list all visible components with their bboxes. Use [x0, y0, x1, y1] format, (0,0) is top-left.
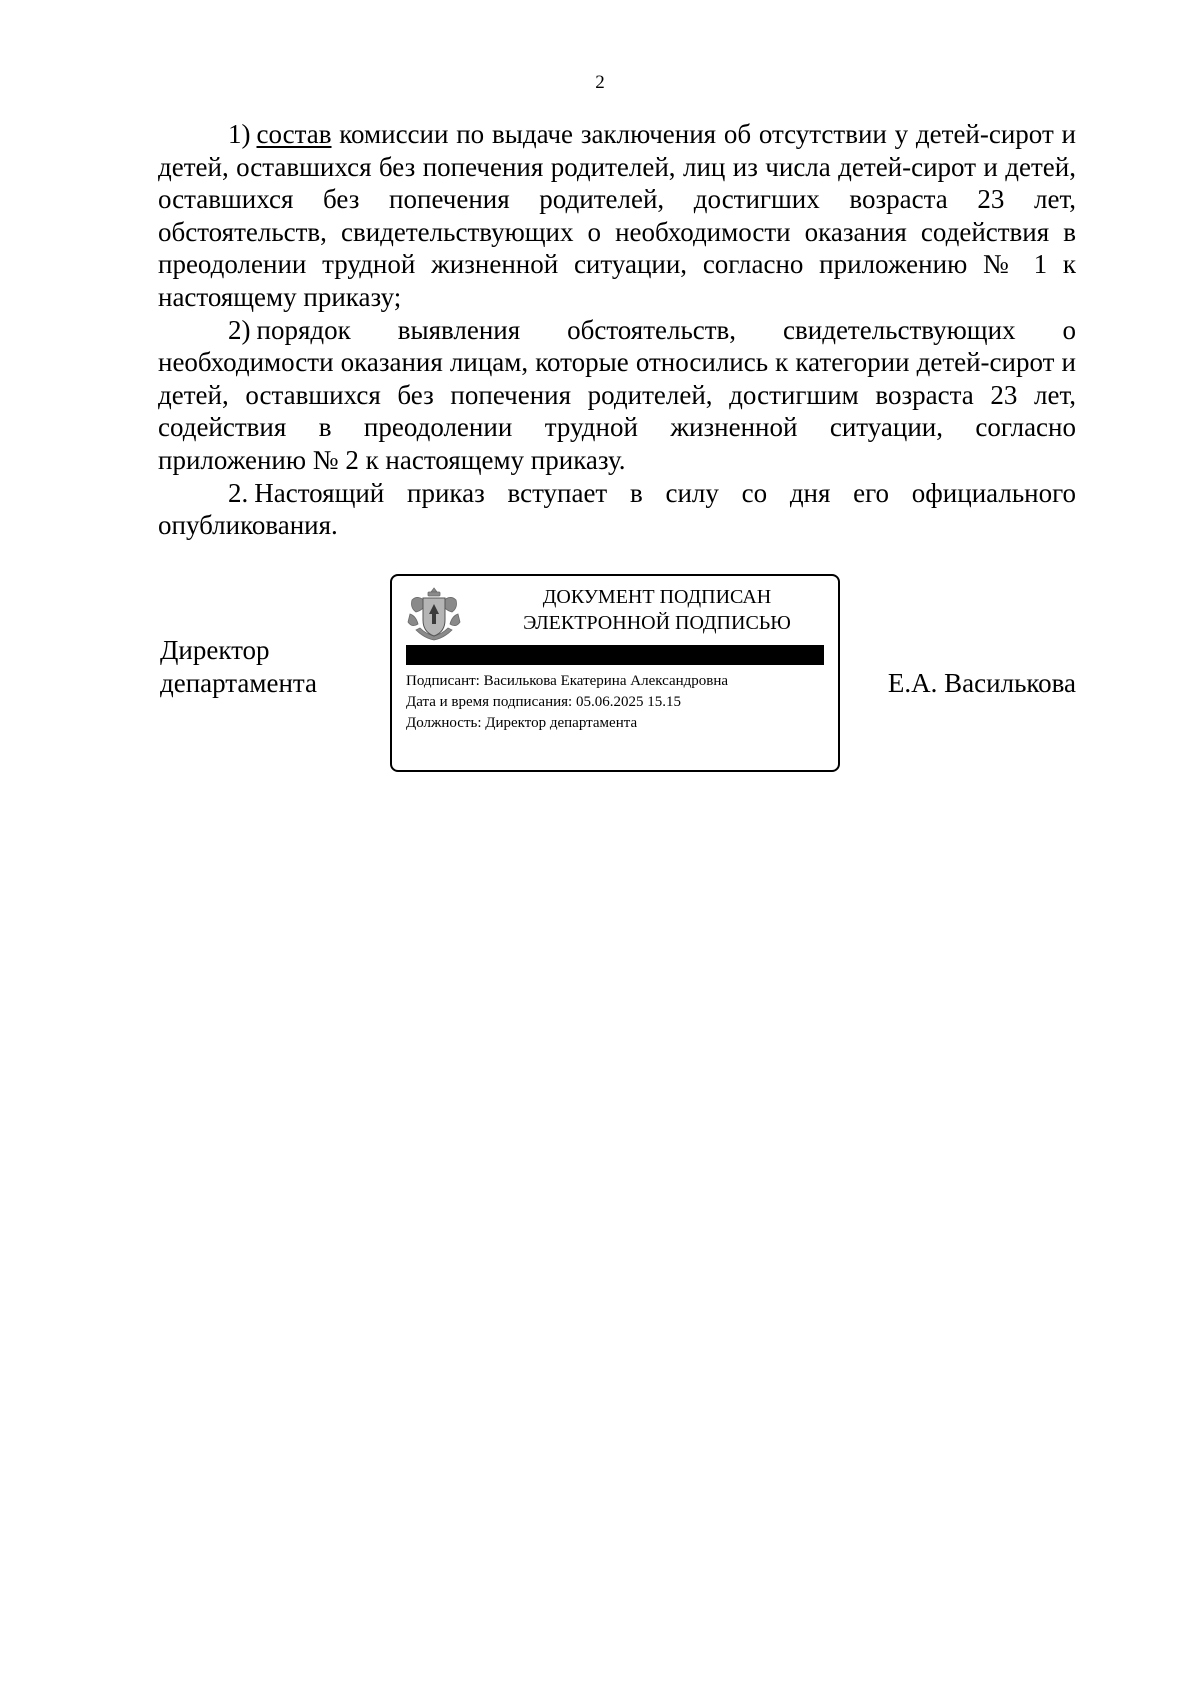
paragraph-text: Настоящий приказ вступает в силу со дня его официального опубликования. — [158, 477, 1076, 541]
item-number: 2) — [228, 314, 251, 345]
stamp-heading-line1: ДОКУМЕНТ ПОДПИСАН — [542, 586, 772, 608]
signer-title — [160, 634, 317, 700]
paragraph-item-2 — [158, 314, 1076, 477]
item-number: 2. — [228, 477, 249, 508]
signer-name: Е.А. Василькова — [887, 668, 1076, 698]
coat-of-arms-emblem-icon — [406, 586, 462, 644]
electronic-signature-stamp — [390, 574, 840, 772]
stamp-heading-line2: ЭЛЕКТРОННОЙ ПОДПИСЬЮ — [523, 612, 791, 634]
paragraph-text: комиссии по выдаче заключения об отсутствии у детей-сирот и детей, оставшихся без попечения родителей, лиц из числа детей-сирот и детей, оставшихся без попечения родителей, достигших возраста 23 лет, обстоятельств, свидетельствующих о необходимости оказания содействия в преодолении трудной жизненной ситуации, согласно приложению № 1 к настоящему приказу; — [158, 119, 1076, 312]
paragraph-item-1 — [158, 118, 1076, 314]
stamp-heading — [492, 584, 822, 636]
stamp-details — [406, 671, 728, 734]
paragraph-text: порядок выявления обстоятельств, свидетельствующих о необходимости оказания лицам, которые относились к категории детей-сирот и детей, оставшихся без попечения родителей, достигшим возраста 23 лет, содействия в преодолении трудной жизненной ситуации, согласно приложению № 2 к настоящему приказу. — [158, 314, 1076, 475]
page-number: 2 — [595, 72, 605, 93]
stamp-position: Должность: Директор департамента — [406, 715, 638, 731]
stamp-datetime: Дата и время подписания: 05.06.2025 15.15 — [406, 694, 681, 710]
underlined-link-word[interactable]: состав — [256, 119, 332, 149]
body-text — [158, 118, 1076, 542]
signer-title-line2: департамента — [160, 668, 318, 698]
paragraph-item-3 — [158, 477, 1076, 542]
signer-title-line1: Директор — [160, 635, 270, 665]
certificate-redaction-bar — [406, 645, 824, 665]
item-number: 1) — [228, 119, 251, 149]
stamp-signer: Подписант: Василькова Екатерина Александровна — [406, 673, 729, 689]
